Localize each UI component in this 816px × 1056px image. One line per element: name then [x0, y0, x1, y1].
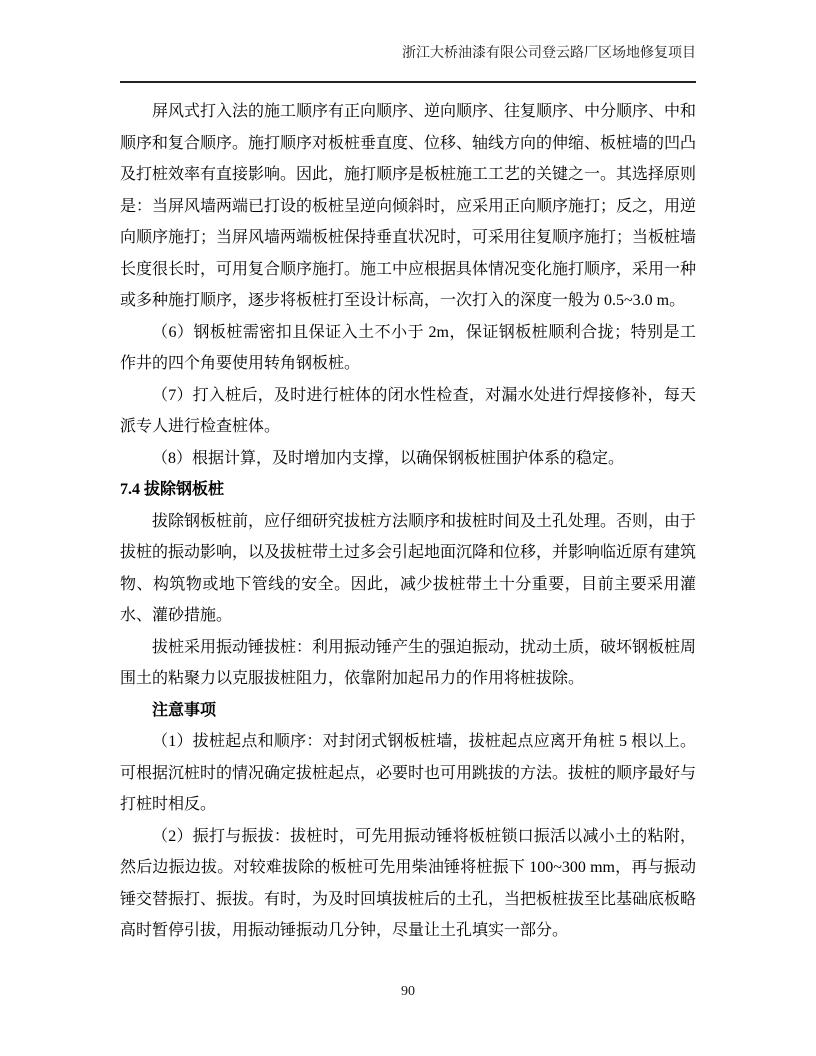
page-header — [120, 44, 696, 83]
paragraph-pile-removal-intro: 拔除钢板桩前，应仔细研究拔桩方法顺序和拔桩时间及土孔处理。否则，由于拔桩的振动影响，以及拔桩带土过多会引起地面沉降和位移，并影响临近原有建筑物、构筑物或地下管线的安全。因此，减少拔桩带土十分重要，目前主要采用灌水、灌砂措施。 — [120, 512, 697, 624]
paragraph-note-2: （2）振打与振拔：拔桩时，可先用振动锤将板桩锁口振活以减小土的粘附，然后边振边拔。对较难拔除的板桩可先用柴油锤将桩振下 100~300 mm，再与振动锤交替振打、振拔。有时，为及时回填拔桩后的土孔，当把板桩拔至比基础底板略高时暂停引拔，用振动锤振动几分钟，尽量让土孔填实一部分。 — [120, 827, 697, 939]
page-number: 90 — [401, 984, 415, 999]
paragraph-item-7: （7）打入桩后，及时进行桩体的闭水性检查，对漏水处进行焊接修补，每天派专人进行检查桩体。 — [120, 386, 696, 435]
header-title: 浙江大桥油漆有限公司登云路厂区场地修复项目 — [402, 46, 696, 61]
paragraph-construction-order: 屏风式打入法的施工顺序有正向顺序、逆向顺序、往复顺序、中分顺序、中和顺序和复合顺序。施打顺序对板桩垂直度、位移、轴线方向的伸缩、板桩墙的凹凸及打桩效率有直接影响。因此，施打顺序是板桩施工工艺的关键之一。其选择原则是：当屏风墙两端已打设的板桩呈逆向倾斜时，应采用正向顺序施打；反之，用逆向顺序施打；当屏风墙两端板桩保持垂直状况时，可采用往复顺序施打；当板桩墙长度很长时，可用复合顺序施打。施工中应根据具体情况变化施打顺序，采用一种或多种施打顺序，逐步将板桩打至设计标高，一次打入的深度一般为 0.5~3.0 m。 — [120, 103, 697, 309]
section-heading-7-4: 7.4 拔除钢板桩 — [120, 481, 225, 498]
paragraph-vibration-hammer: 拔桩采用振动锤拔桩：利用振动锤产生的强迫振动，扰动土质，破坏钢板桩周围土的粘聚力以克服拔桩阻力，依靠附加起吊力的作用将桩拔除。 — [120, 638, 697, 687]
paragraph-note-1: （1）拔桩起点和顺序：对封闭式钢板桩墙，拔桩起点应离开角桩 5 根以上。可根据沉桩时的情况确定拔桩起点，必要时也可用跳拔的方法。拔桩的顺序最好与打桩时相反。 — [120, 733, 697, 813]
paragraph-item-8: （8）根据计算，及时增加内支撑，以确保钢板桩围护体系的稳定。 — [152, 449, 625, 467]
sub-heading-notes: 注意事项 — [152, 701, 217, 719]
document-body — [120, 96, 696, 947]
paragraph-item-6: （6）钢板桩需密扣且保证入土不小于 2m，保证钢板桩顺利合拢；特别是工作井的四个角要使用转角钢板桩。 — [120, 323, 696, 372]
